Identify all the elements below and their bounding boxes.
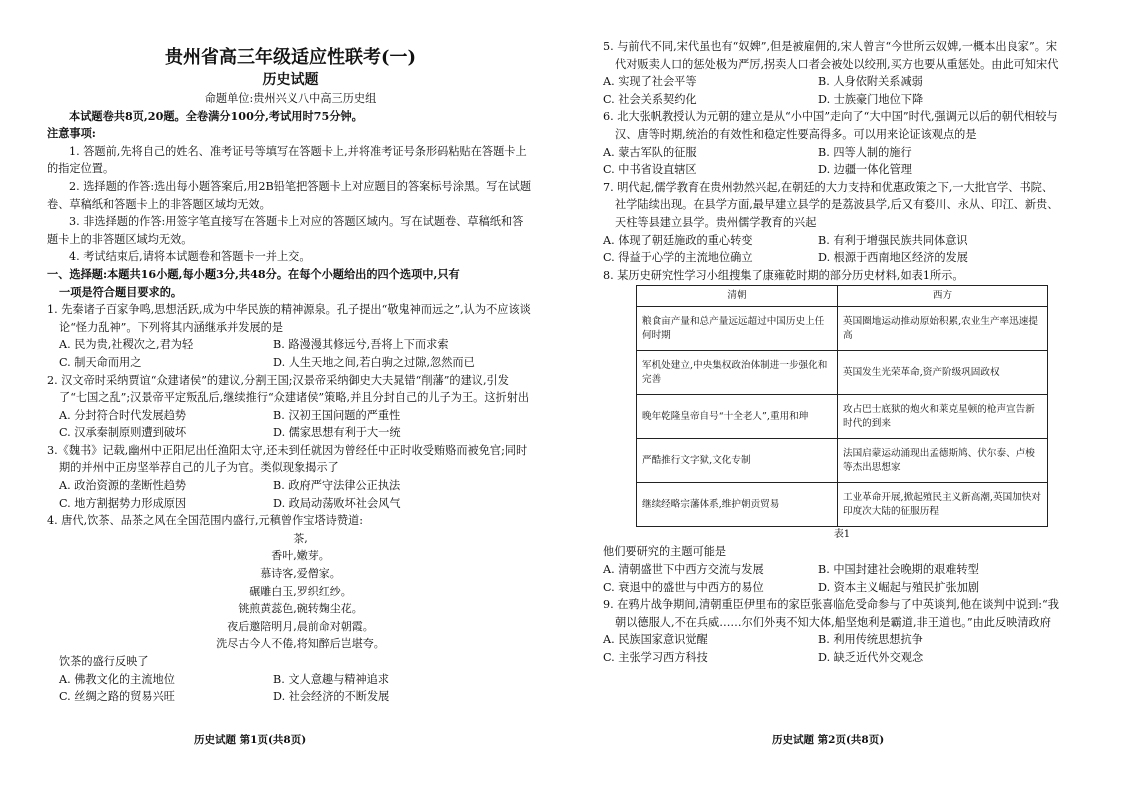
question-4: [47, 512, 534, 706]
option-d: D. 缺乏近代外交观念: [818, 650, 924, 664]
option-c: C. 制天命而用之: [59, 355, 142, 369]
option-d: D. 资本主义崛起与殖民扩张加剧: [818, 580, 980, 594]
question-stem: 3.《魏书》记载,幽州中正阳尼出任渔阳太守,还未到任就因为曾经任中正时收受贿赂而被免官;同时期的并州中正房坚举荐自己的儿子为官。类似现象揭示了: [47, 443, 528, 475]
option-b: B. 政府严守法律公正执法: [273, 479, 401, 493]
option-d: D. 政局动荡败坏社会风气: [273, 496, 401, 510]
option-c: C. 得益于心学的主流地位确立: [603, 251, 753, 265]
option-list: [603, 561, 1061, 596]
left-page: [47, 38, 534, 706]
note-item: 3. 非选择题的作答:用签字笔直接写在答题卡上对应的答题区域内。写在试题卷、草稿纸和答题卡上的非答题区域均无效。: [47, 215, 524, 246]
option-list: [47, 407, 534, 442]
table-cell: 军机处建立,中央集权政治体制进一步强化和完善: [637, 351, 838, 395]
table-row: [637, 351, 1048, 395]
question-stem: 5. 与前代不同,宋代虽也有“奴婢”,但是被雇佣的,宋人曾言“今世所云奴婢,一概本出良家”。宋代对贩卖人口的惩处极为严厉,拐卖人口者会被处以绞刑,买方也要从重惩处。由此可知宋代: [603, 40, 1059, 71]
notes-heading: 注意事项:: [47, 126, 96, 141]
page-footer-right: 历史试题 第2页(共8页): [772, 734, 885, 746]
question-3: [47, 442, 534, 512]
option-b: B. 文人意趣与精神追求: [273, 672, 390, 686]
table-header: 西方: [838, 286, 1048, 307]
question-stem: 1. 先秦诸子百家争鸣,思想活跃,成为中华民族的精神源泉。孔子提出“敬鬼神而远之”,认为不应该谈论“怪力乱神”。下列将其内涵继承并发展的是: [47, 303, 531, 334]
option-c: C. 丝绸之路的贸易兴旺: [59, 690, 175, 704]
option-a: A. 分封符合时代发展趋势: [59, 408, 187, 422]
poem-line: 香叶,嫩芽。: [271, 549, 330, 563]
table-row: [637, 439, 1048, 483]
question-2: [47, 372, 534, 442]
option-b: B. 路漫漫其修远兮,吾将上下而求索: [273, 338, 449, 352]
option-c: C. 社会关系契约化: [603, 92, 697, 106]
question-6: [603, 108, 1061, 178]
page-footer-left: 历史试题 第1页(共8页): [194, 734, 307, 746]
option-a: A. 实现了社会平等: [603, 75, 697, 89]
poem-line: 夜后邀陪明月,晨前命对朝霞。: [227, 619, 374, 633]
option-d: D. 社会经济的不断发展: [273, 690, 390, 704]
option-a: A. 民为贵,社稷次之,君为轻: [59, 338, 194, 352]
table-caption: 表1: [833, 529, 851, 541]
option-d: D. 人生天地之间,若白驹之过隙,忽然而已: [273, 355, 475, 369]
poem-line: 洗尽古今人不倦,将知醉后岂堪夸。: [216, 637, 385, 651]
option-list: [603, 232, 1061, 267]
exam-unit: 命题单位:贵州兴义八中高三历史组: [204, 92, 377, 105]
poem-line: 慕诗客,爱僧家。: [260, 567, 341, 581]
table-cell: 法国启蒙运动涌现出孟德斯鸠、伏尔泰、卢梭等杰出思想家: [838, 439, 1048, 483]
table-row: [637, 483, 1048, 527]
exam-info: 本试题卷共8页,20题。全卷满分100分,考试用时75分钟。: [69, 108, 363, 123]
table-cell: 英国圈地运动推动原始积累,农业生产率迅速提高: [838, 307, 1048, 351]
option-c: C. 衰退中的盛世与中西方的易位: [603, 580, 764, 594]
table-cell: 粮食亩产量和总产量远远超过中国历史上任何时期: [637, 307, 838, 351]
pagoda-poem: [47, 530, 534, 653]
question-prompt: 饮茶的盛行反映了: [59, 655, 149, 668]
option-list: [47, 336, 534, 371]
question-stem: 9. 在鸦片战争期间,清朝重臣伊里布的家臣张喜临危受命参与了中英谈判,他在谈判中说到:“我朝以德服人,不在兵威……尔们外夷不知大体,船坚炮利是霸道,非王道也。”由此反映清政府: [603, 598, 1059, 629]
history-table: [636, 285, 1048, 527]
question-1: [47, 301, 534, 371]
poem-line: 碾雕白玉,罗织红纱。: [249, 584, 352, 598]
table-header: 清朝: [637, 286, 838, 307]
question-stem: 2. 汉文帝时采纳贾谊“众建诸侯”的建议,分割王国;汉景帝采纳御史大夫晁错“削藩”的建议,引发了“七国之乱”;汉景帝平定叛乱后,继续推行“众建诸侯”策略,并且分封自己的儿子为王。这折射出: [47, 373, 530, 405]
table-row: [637, 307, 1048, 351]
option-a: A. 清朝盛世下中西方交流与发展: [603, 562, 764, 576]
option-a: A. 体现了朝廷施政的重心转变: [603, 233, 753, 247]
question-stem: 8. 某历史研究性学习小组搜集了康雍乾时期的部分历史材料,如表1所示。: [603, 268, 964, 282]
exam-title: 贵州省高三年级适应性联考(一): [164, 47, 417, 68]
poem-line: 铫煎黄蕊色,碗转麹尘花。: [238, 602, 363, 616]
option-list: [603, 144, 1061, 179]
question-5: [603, 38, 1061, 108]
table-cell: 工业革命开展,掀起殖民主义新高潮,英国加快对印度次大陆的征服历程: [838, 483, 1048, 527]
section-heading: 一、选择题:本题共16小题,每小题3分,共48分。在每个小题给出的四个选项中,只有: [47, 266, 460, 281]
option-a: A. 民族国家意识觉醒: [603, 633, 708, 647]
option-b: B. 人身依附关系减弱: [818, 75, 923, 89]
table-cell: 晚年乾隆皇帝自号“十全老人”,重用和珅: [637, 395, 838, 439]
table-cell: 严酷推行文字狱,文化专制: [637, 439, 838, 483]
option-list: [603, 631, 1061, 666]
question-stem: 7. 明代起,儒学教育在贵州勃然兴起,在朝廷的大力支持和优惠政策之下,一大批官学、书院、社学陆续出现。在县学方面,最早建立县学的是荔波县学,后又有婺川、永从、印江、新贵、天柱等县建立县学。贵州儒学教育的兴起: [603, 180, 1059, 229]
question-stem: 6. 北大张帆教授认为元朝的建立是从“小中国”走向了“大中国”时代,强调元以后的朝代相较与汉、唐等时期,统治的有效性和稳定性要高得多。可以用来论证该观点的是: [603, 110, 1058, 141]
option-a: A. 佛教文化的主流地位: [59, 672, 175, 686]
section-heading-cont: 一项是符合题目要求的。: [59, 284, 183, 299]
table-cell: 继续经略宗藩体系,维护朝贡贸易: [637, 483, 838, 527]
table-header-row: [637, 286, 1048, 307]
question-9: [603, 596, 1061, 666]
question-stem: 4. 唐代,饮茶、品茶之风在全国范围内盛行,元稹曾作宝塔诗赞道:: [47, 514, 363, 528]
exam-subject: 历史试题: [262, 72, 319, 88]
table-cell: 英国发生光荣革命,资产阶级巩固政权: [838, 351, 1048, 395]
option-list: [603, 73, 1061, 108]
right-page: [603, 38, 1061, 666]
table-row: [637, 395, 1048, 439]
option-b: B. 利用传统思想抗争: [818, 633, 923, 647]
note-item: 4. 考试结束后,请将本试题卷和答题卡一并上交。: [69, 250, 311, 264]
table-cell: 攻占巴士底狱的炮火和莱克星顿的枪声宣告新时代的到来: [838, 395, 1048, 439]
option-d: D. 儒家思想有利于大一统: [273, 426, 401, 440]
option-b: B. 有利于增强民族共同体意识: [818, 233, 968, 247]
option-c: C. 主张学习西方科技: [603, 650, 708, 664]
option-c: C. 汉承秦制原则遭到破坏: [59, 426, 187, 440]
note-item: 2. 选择题的作答:选出每小题答案后,用2B铅笔把答题卡上对应题目的答案标号涂黑。写在试题卷、草稿纸和答题卡上的非答题区域均无效。: [47, 179, 532, 211]
option-b: B. 汉初王国问题的严重性: [273, 408, 401, 422]
option-list: [47, 477, 534, 512]
option-a: A. 政治资源的垄断性趋势: [59, 479, 187, 493]
option-b: B. 四等人制的施行: [818, 145, 912, 159]
question-prompt: 他们要研究的主题可能是: [603, 545, 727, 559]
option-c: C. 地方割据势力形成原因: [59, 496, 187, 510]
option-d: D. 根源于西南地区经济的发展: [818, 251, 968, 265]
note-item: 1. 答题前,先将自己的姓名、准考证号等填写在答题卡上,并将准考证号条形码粘贴在答题卡上的指定位置。: [47, 144, 527, 176]
option-c: C. 中书省设直辖区: [603, 163, 697, 177]
option-d: D. 士族豪门地位下降: [818, 92, 924, 106]
question-8: [603, 267, 1061, 596]
option-a: A. 蒙古军队的征服: [603, 145, 697, 159]
option-d: D. 边疆一体化管理: [818, 163, 912, 177]
question-7: [603, 179, 1061, 267]
option-list: [47, 671, 534, 706]
poem-line: 茶,: [293, 531, 308, 545]
option-b: B. 中国封建社会晚期的艰难转型: [818, 562, 979, 576]
